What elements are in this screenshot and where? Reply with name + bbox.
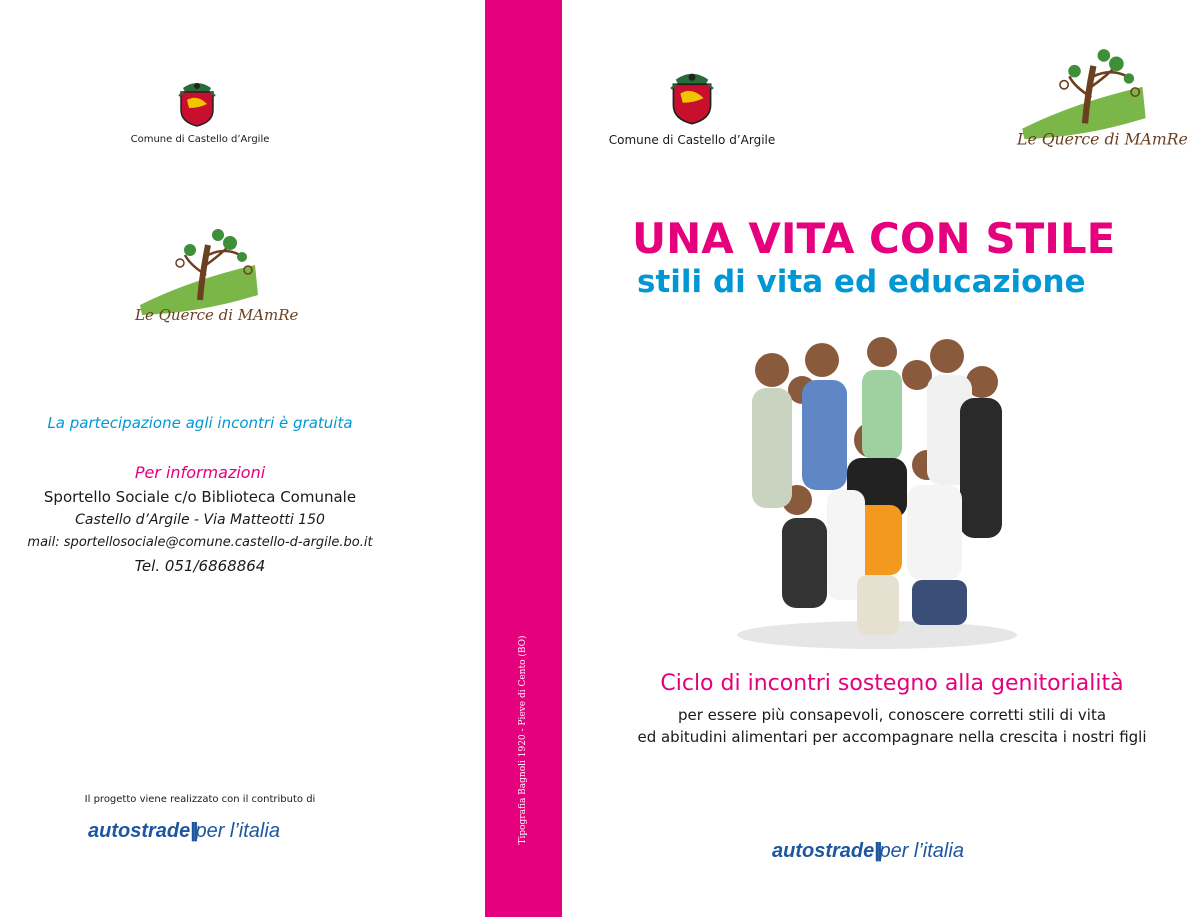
- printer-credit: Tipografia Bagnoli 1920 - Pieve di Cento (BO): [518, 635, 528, 845]
- svg-text:Le Querce di MAmRe: Le Querce di MAmRe: [135, 306, 299, 324]
- association-logo-icon: [130, 225, 299, 335]
- sponsor-logo-italia: per l’italia: [879, 840, 964, 862]
- info-heading: Per informazioni: [134, 463, 266, 482]
- back-panel: [0, 0, 485, 917]
- municipal-crest-icon: [668, 68, 716, 126]
- sponsor-logo-italia: per l’italia: [195, 820, 280, 842]
- subtitle: stili di vita ed educazione: [637, 264, 1086, 300]
- info-mail: mail: sportellosociale@comune.castello-d-argile.bo.it: [27, 535, 373, 550]
- free-participation-note: La partecipazione agli incontri è gratuita: [47, 414, 353, 432]
- municipality-label: Comune di Castello d’Argile: [608, 133, 776, 147]
- spine: [485, 0, 562, 917]
- cycle-line-2: ed abitudini alimentari per accompagnare nella crescita i nostri figli: [637, 728, 1147, 746]
- svg-text:Le Querce di MAmRe: Le Querce di MAmRe: [1017, 129, 1188, 149]
- sponsor-note: Il progetto viene realizzato con il contributo di: [84, 794, 316, 805]
- cycle-heading: Ciclo di incontri sostegno alla genitorialità: [660, 671, 1124, 696]
- municipality-label: Comune di Castello d’Argile: [130, 134, 270, 145]
- association-logo-icon: [1010, 45, 1188, 160]
- sponsor-logo-autostrade: autostrade: [88, 820, 191, 842]
- municipal-crest-icon: [177, 78, 217, 128]
- family-photo: [732, 330, 1022, 655]
- cycle-line-1: per essere più consapevoli, conoscere corretti stili di vita: [677, 706, 1107, 724]
- sponsor-logo: autostrade||per l’italia: [88, 820, 280, 842]
- sponsor-logo-autostrade: autostrade: [772, 840, 875, 862]
- info-tel: Tel. 051/6868864: [134, 557, 266, 575]
- sponsor-logo: autostrade||per l’italia: [772, 840, 964, 862]
- info-office: Sportello Sociale c/o Biblioteca Comunale: [43, 488, 357, 506]
- main-title: UNA VITA CON STILE: [632, 214, 1116, 263]
- front-panel: [562, 0, 1200, 917]
- info-address: Castello d’Argile - Via Matteotti 150: [75, 512, 325, 528]
